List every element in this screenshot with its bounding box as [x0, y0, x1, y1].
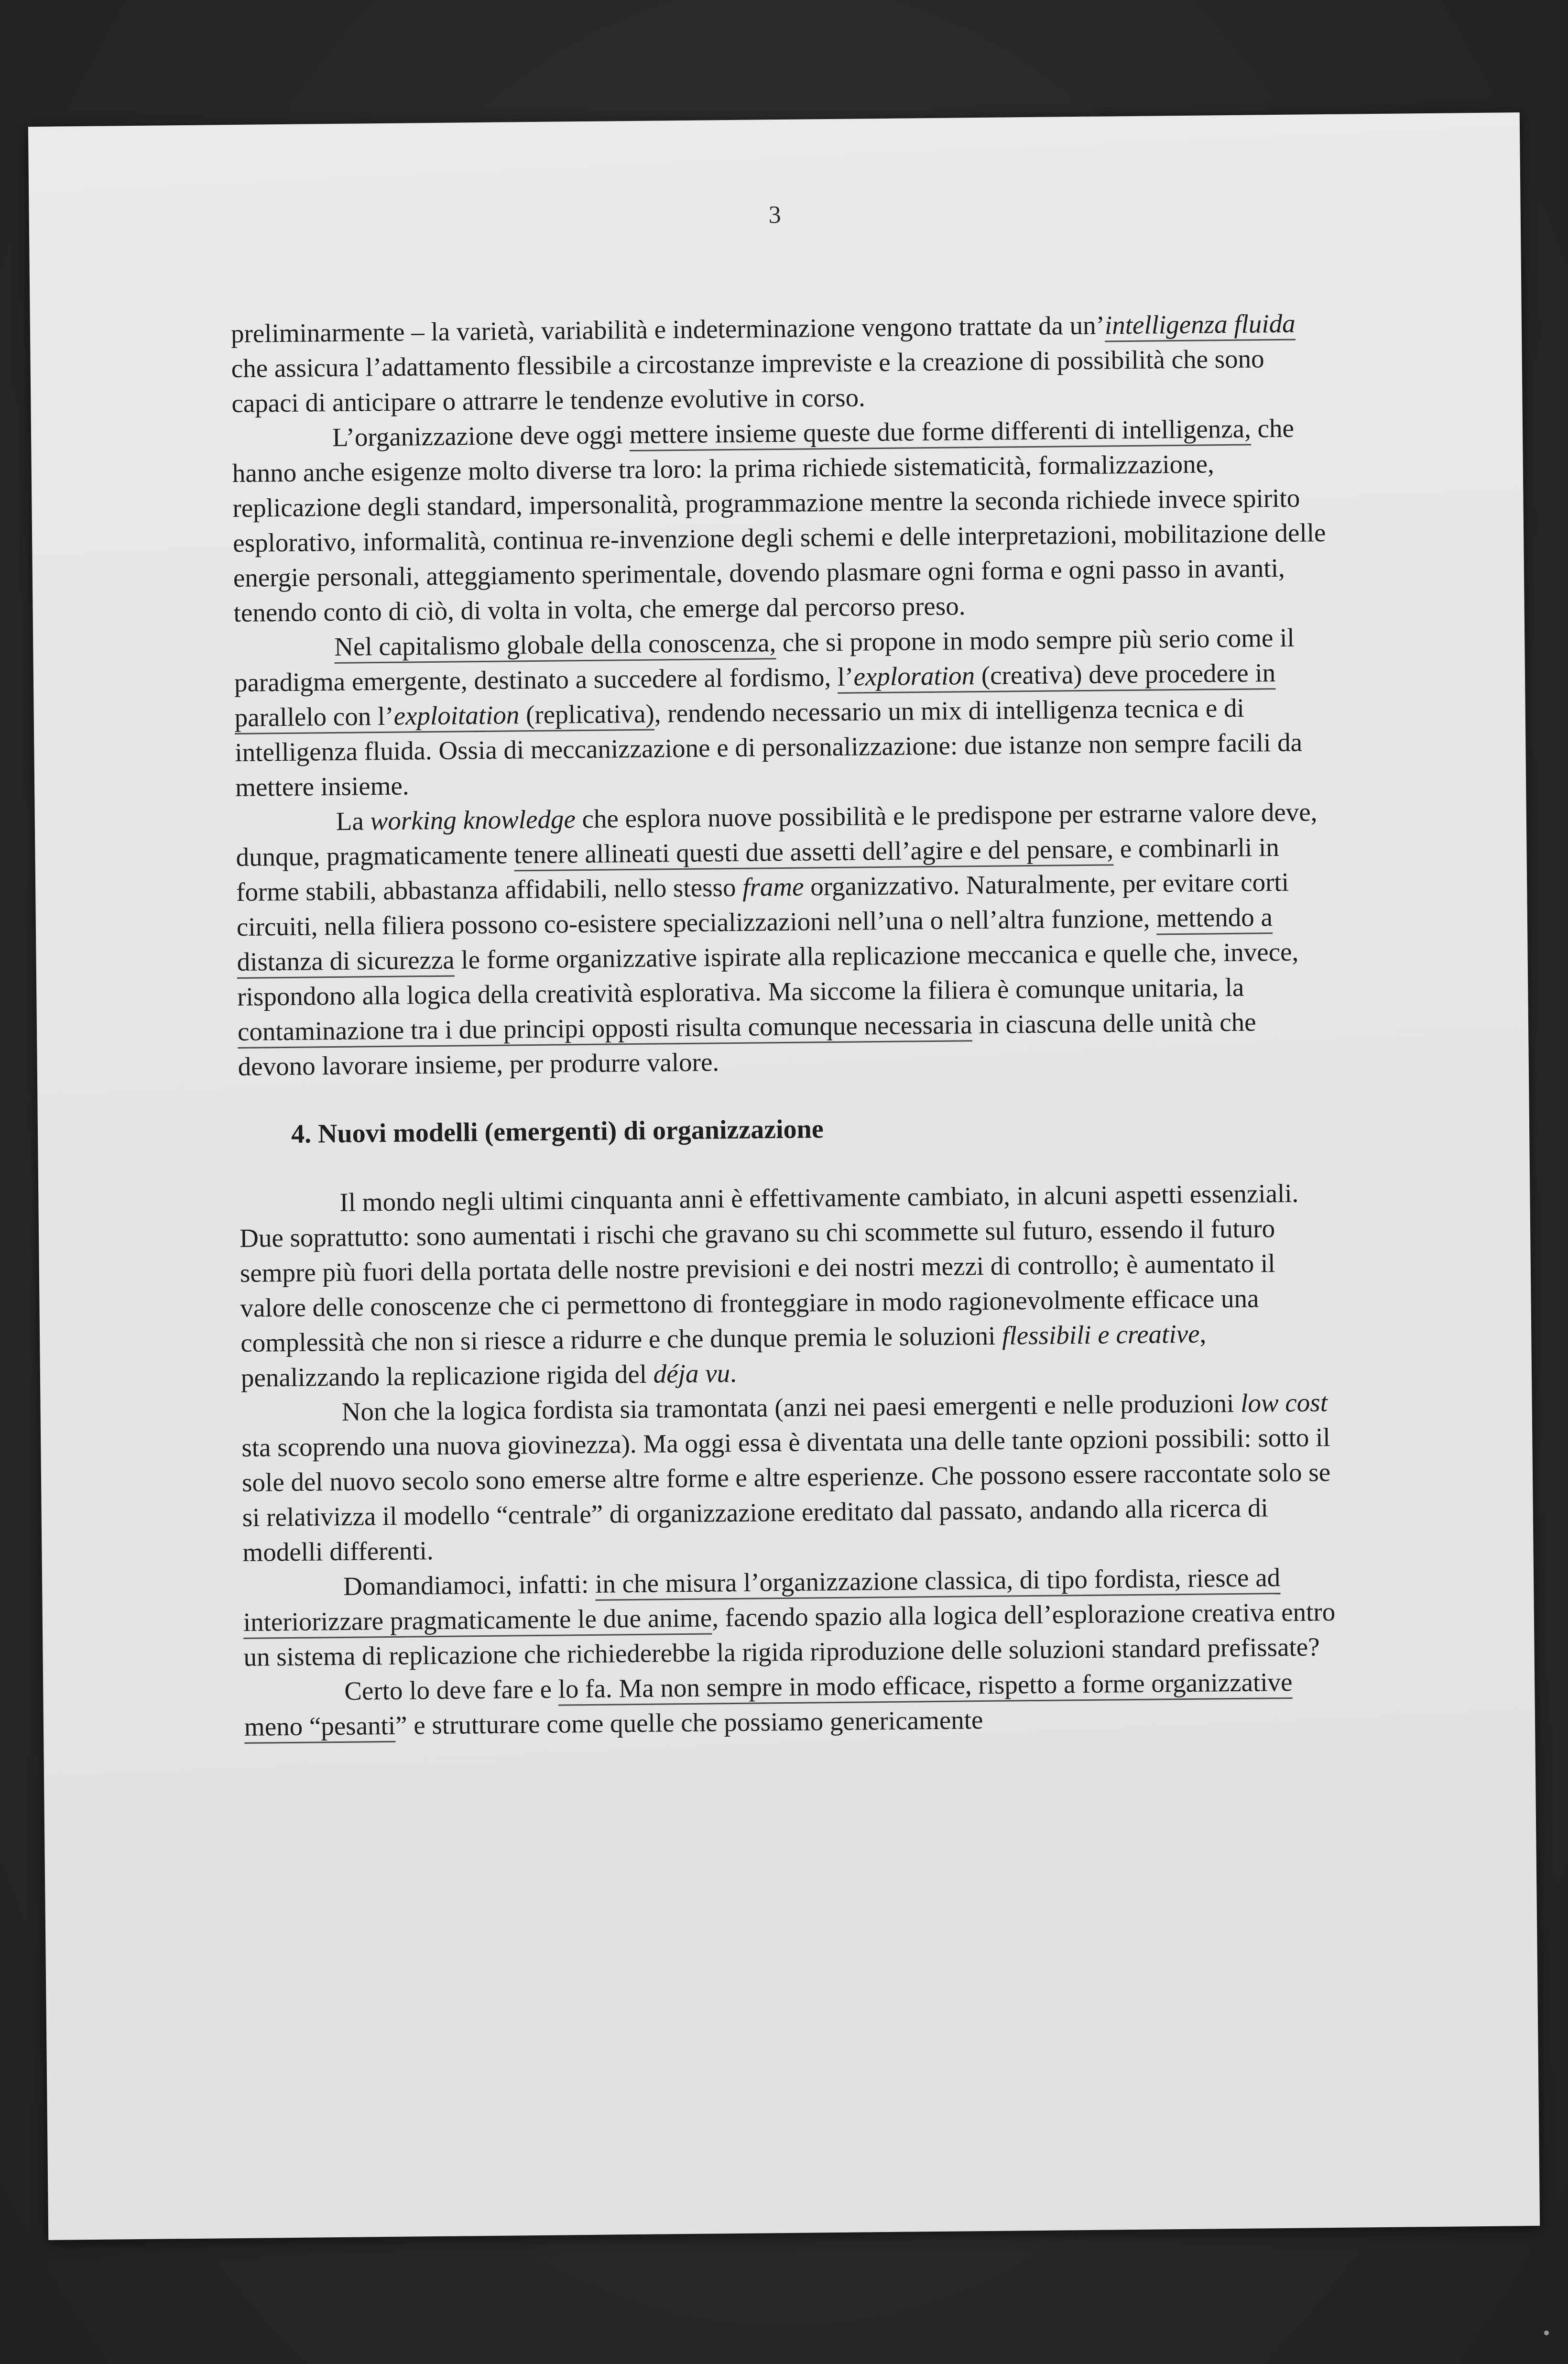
text-run: che assicura l’adattamento flessibile a circostanze impreviste e la creazione di possibilità che sono capaci di anticipare o attrarre le tendenze evolutive in corso. — [231, 344, 1264, 418]
text-run: che si propone in modo sempre più serio come il paradigma emergente, destinato a succedere al fordismo, — [234, 623, 1295, 697]
text-run: che hanno anche esigenze molto diverse tra loro: la prima richiede sistematicità, formalizzazione, replicazione degli standard, impersonalità, programmazione mentre la seconda richiede invece spirito esplorativo, informalità, continua re-invenzione degli schemi e delle interpretazioni, mobilitazione delle energie personali, atteggiamento sperimentale, dovendo plasmare ogni forma e ogni passo in avanti, tenendo conto di ciò, di volta in volta, che emerge dal percorso preso. — [232, 413, 1326, 627]
highlight-allineati: tenere allineati questi due assetti dell’agire e del pensare, — [514, 834, 1114, 869]
paragraph-certo — [244, 1664, 1344, 1744]
text-run: , penalizzando la replicazione rigida del — [240, 1319, 1207, 1392]
highlight-intelligenza-fluida: intelligenza fluida — [1104, 308, 1296, 340]
text-run: che esplora nuove possibilità e le predispone per estrarne valore deve, dunque, pragmaticamente — [236, 797, 1318, 872]
text-run: Certo lo deve fare e — [344, 1674, 558, 1706]
italic-flessibili: flessibili e creative — [1002, 1319, 1200, 1350]
italic-working-knowledge: working knowledge — [370, 804, 576, 836]
highlight-exploration: exploration — [853, 661, 975, 691]
paragraph-working-knowledge — [235, 794, 1338, 1084]
text-run: Il mondo negli ultimi cinquanta anni è effettivamente cambiato, in alcuni aspetti essenziali. Due soprattutto: sono aumentati i rischi che gravano su chi scommette sul futuro, essendo il futuro sempre più fuori della portata delle nostre previsioni e dei nostri mezzi di controllo; è aumentato il valore delle conoscenze che ci permettono di fronteggiare in modo ragionevolmente efficace una complessità che non si riesce a ridurre e che dunque premia le soluzioni — [239, 1178, 1299, 1357]
paragraph-due-forme — [232, 410, 1333, 630]
highlight-exploitation: exploitation — [393, 700, 520, 731]
highlight-replicativa: (replicativa) — [519, 699, 655, 730]
text-run: organizzativo. Naturalmente, per evitare corti circuiti, nella filiera possono co-esistere specializzazioni nell’una o nell’altra funzione, — [236, 867, 1289, 941]
paragraph-domandiamoci — [243, 1559, 1343, 1674]
document-page — [28, 112, 1540, 2240]
text-run: . — [730, 1358, 737, 1388]
text-run: e combinarli in forme stabili, abbastanza affidabili, nello stesso — [236, 832, 1280, 907]
highlight-contaminazione: contaminazione tra i due principi opposti risulta comunque necessaria — [237, 1010, 972, 1046]
highlight-capitalismo: Nel capitalismo globale della conoscenza, — [334, 628, 776, 661]
italic-deja-vu: déja vu — [653, 1358, 730, 1389]
highlight-distanza: mettendo a distanza di sicurezza — [237, 902, 1273, 976]
paragraph-mondo-cambiato — [239, 1175, 1340, 1395]
highlight-exploration-article: l’ — [837, 662, 854, 691]
paragraph-capitalismo — [234, 620, 1335, 805]
text-run: , facendo spazio alla logica dell’esplorazione creativa entro un sistema di replicazione che richiederebbe la rigida riproduzione delle soluzioni standard prefissate? — [243, 1597, 1336, 1672]
text-run: le forme organizzative ispirate alla replicazione meccanica e quelle che, invece, rispondono alla logica della creatività esplorativa. Ma siccome la filiera è comunque unitaria, la — [237, 937, 1299, 1011]
paragraph-logica-fordista — [241, 1385, 1342, 1570]
highlight-mettere-insieme: mettere insieme queste due forme differenti di intelligenza, — [629, 414, 1252, 449]
page-number: 3 — [768, 201, 781, 229]
italic-low-cost: low cost — [1240, 1388, 1328, 1418]
text-run: Domandiamoci, infatti: — [343, 1569, 596, 1601]
text-run: Non che la logica fordista sia tramontata (anzi nei paesi emergenti e nelle produzioni — [341, 1388, 1241, 1426]
paragraph-intelligenza-fluida — [231, 306, 1331, 421]
text-run: in ciascuna delle unità che devono lavorare insieme, per produrre valore. — [238, 1007, 1256, 1081]
text-run: ” e strutturare come quelle che possiamo genericamente — [395, 1705, 983, 1740]
text-run: L’organizzazione deve oggi — [332, 420, 630, 452]
text-run: preliminarmente – la varietà, variabilità e indeterminazione vengono trattate da un’ — [230, 310, 1105, 349]
page-body — [231, 306, 1344, 1744]
section-heading: 4. Nuovi modelli (emergenti) di organizzazione — [291, 1114, 824, 1149]
highlight-due-anime: in che misura l’organizzazione classica, di tipo fordista, riesce ad interiorizzare pragmaticamente le due anime — [243, 1563, 1281, 1637]
highlight-lo-fa: lo fa. Ma non sempre in modo efficace, rispetto a forme organizzative meno “pesanti — [244, 1667, 1293, 1741]
text-run: sta scoprendo una nuova giovinezza). Ma oggi essa è diventata una delle tante opzioni possibili: sotto il sole del nuovo secolo sono emerse altre forme e altre esperienze. Che possono essere raccontate solo se si relativizza il modello “centrale” di organizzazione ereditato dal passato, andando alla ricerca di modelli differenti. — [241, 1423, 1331, 1567]
italic-frame: frame — [742, 872, 804, 902]
highlight-parallelo: (creativa) deve procedere in parallelo con l’ — [234, 658, 1276, 732]
text-run: , rendendo necessario un mix di intelligenza tecnica e di intelligenza fluida. Ossia di meccanizzazione e di personalizzazione: due istanze non sempre facili da mettere insieme. — [235, 693, 1303, 802]
text-run: La — [336, 806, 370, 836]
dust-speck — [1544, 2331, 1549, 2335]
